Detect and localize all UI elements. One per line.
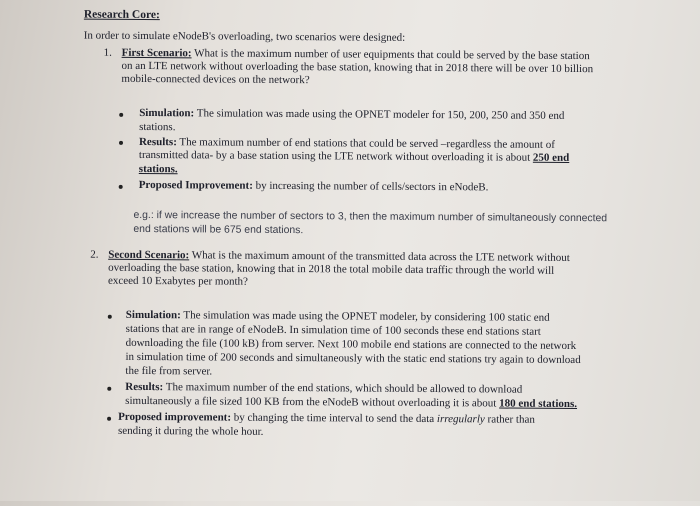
- scenario-2-results-line-2: simultaneously a file sized 100 KB from the eNodeB without overloading it is about 180 end stations.: [125, 394, 578, 411]
- scenario-2-results-line-1: Results: The maximum number of the end stations, which should be allowed to download: [125, 380, 523, 396]
- scenario-1-results-line-1: Results: The maximum number of end stations that could be served –regardless the amount of: [138, 135, 555, 151]
- heading-text: Research Core:: [83, 8, 160, 22]
- scenario-2-simulation-line-3: downloading the file (100 kB) from server. Next 100 mobile end stations are connected to the network: [125, 336, 577, 353]
- scenario-2-simulation-line-5: the file from server.: [125, 364, 213, 378]
- scenario-1-question-line-3: mobile-connected devices on the network?: [121, 72, 310, 87]
- scenario-1-title: First Scenario:: [121, 46, 192, 60]
- bullet-icon: [107, 417, 111, 421]
- scenario-2-number: 2.: [90, 248, 99, 261]
- scenario-1-example-line-2: end stations will be 675 end stations.: [133, 223, 304, 237]
- scenario-2-simulation-line-2: stations that are in range of eNodeB. In simulation time of 100 seconds these end stations start: [125, 322, 541, 338]
- scenario-1-simulation-line-1: Simulation: The simulation was made using the OPNET modeler for 150, 200, 250 and 350 end: [139, 106, 565, 122]
- scenario-2-simulation-line-4: in simulation time of 200 seconds and simultaneously with the static end stations try again to download: [125, 350, 581, 367]
- scenario-1-simulation-line-2: stations.: [139, 120, 176, 134]
- scenario-1-results-line-2: transmitted data- by a base station using the LTE network without overloading it is about 250 end: [138, 148, 570, 164]
- scenario-1-results-line-3: stations.: [138, 162, 178, 176]
- intro-sentence: In order to simulate eNodeB's overloading, two scenarios were designed:: [83, 29, 406, 44]
- scenario-2-simulation-line-1: Simulation: The simulation was made using the OPNET modeler, by considering 100 static end: [125, 308, 550, 324]
- bullet-icon: [108, 315, 112, 319]
- scenario-2-results-label: Results:: [125, 380, 164, 394]
- scenario-1-question-line-2: on an LTE network without overloading the base station, knowing that in 2018 there will be over 10 billion: [121, 59, 594, 76]
- bullet-icon: [107, 387, 111, 391]
- scenario-1-number: 1.: [103, 46, 112, 59]
- scenario-2-title: Second Scenario:: [108, 248, 190, 262]
- scenario-2-simulation-label: Simulation:: [125, 308, 181, 322]
- section-heading: [84, 9, 160, 23]
- scenario-1-improvement-label: Proposed Improvement:: [138, 178, 253, 192]
- scenario-2-question-line-2: overloading the base station, knowing that in 2018 the total mobile data traffic through the world will: [108, 261, 555, 277]
- scenario-2-improvement-label: Proposed improvement:: [118, 410, 232, 424]
- scenario-2-question-line-3: exceed 10 Exabytes per month?: [108, 274, 248, 288]
- scenario-2-results-value: 180 end stations.: [499, 397, 578, 411]
- scenario-1-improvement: Proposed Improvement: by increasing the number of cells/sectors in eNodeB.: [138, 178, 489, 194]
- scenario-1-results-label: Results:: [138, 135, 177, 149]
- scenario-1-example-line-1: e.g.: if we increase the number of sectors to 3, then the maximum number of simultaneously connected: [133, 209, 608, 225]
- bullet-icon: [119, 113, 123, 117]
- bullet-icon: [119, 141, 123, 145]
- scenario-1-question-line-1: First Scenario: What is the maximum number of user equipments that could be served by the base station: [121, 46, 590, 63]
- scenario-2-question-line-1: Second Scenario: What is the maximum amount of the transmitted data across the LTE network without: [108, 248, 570, 264]
- scenario-1-results-value: 250 end: [532, 151, 570, 164]
- bullet-icon: [119, 185, 123, 189]
- scenario-1-simulation-label: Simulation:: [139, 106, 195, 120]
- scenario-2-improvement-line-1: Proposed improvement: by changing the time interval to send the data irregularly rather than: [118, 410, 535, 426]
- scenario-2-improvement-line-2: sending it during the whole hour.: [117, 424, 264, 438]
